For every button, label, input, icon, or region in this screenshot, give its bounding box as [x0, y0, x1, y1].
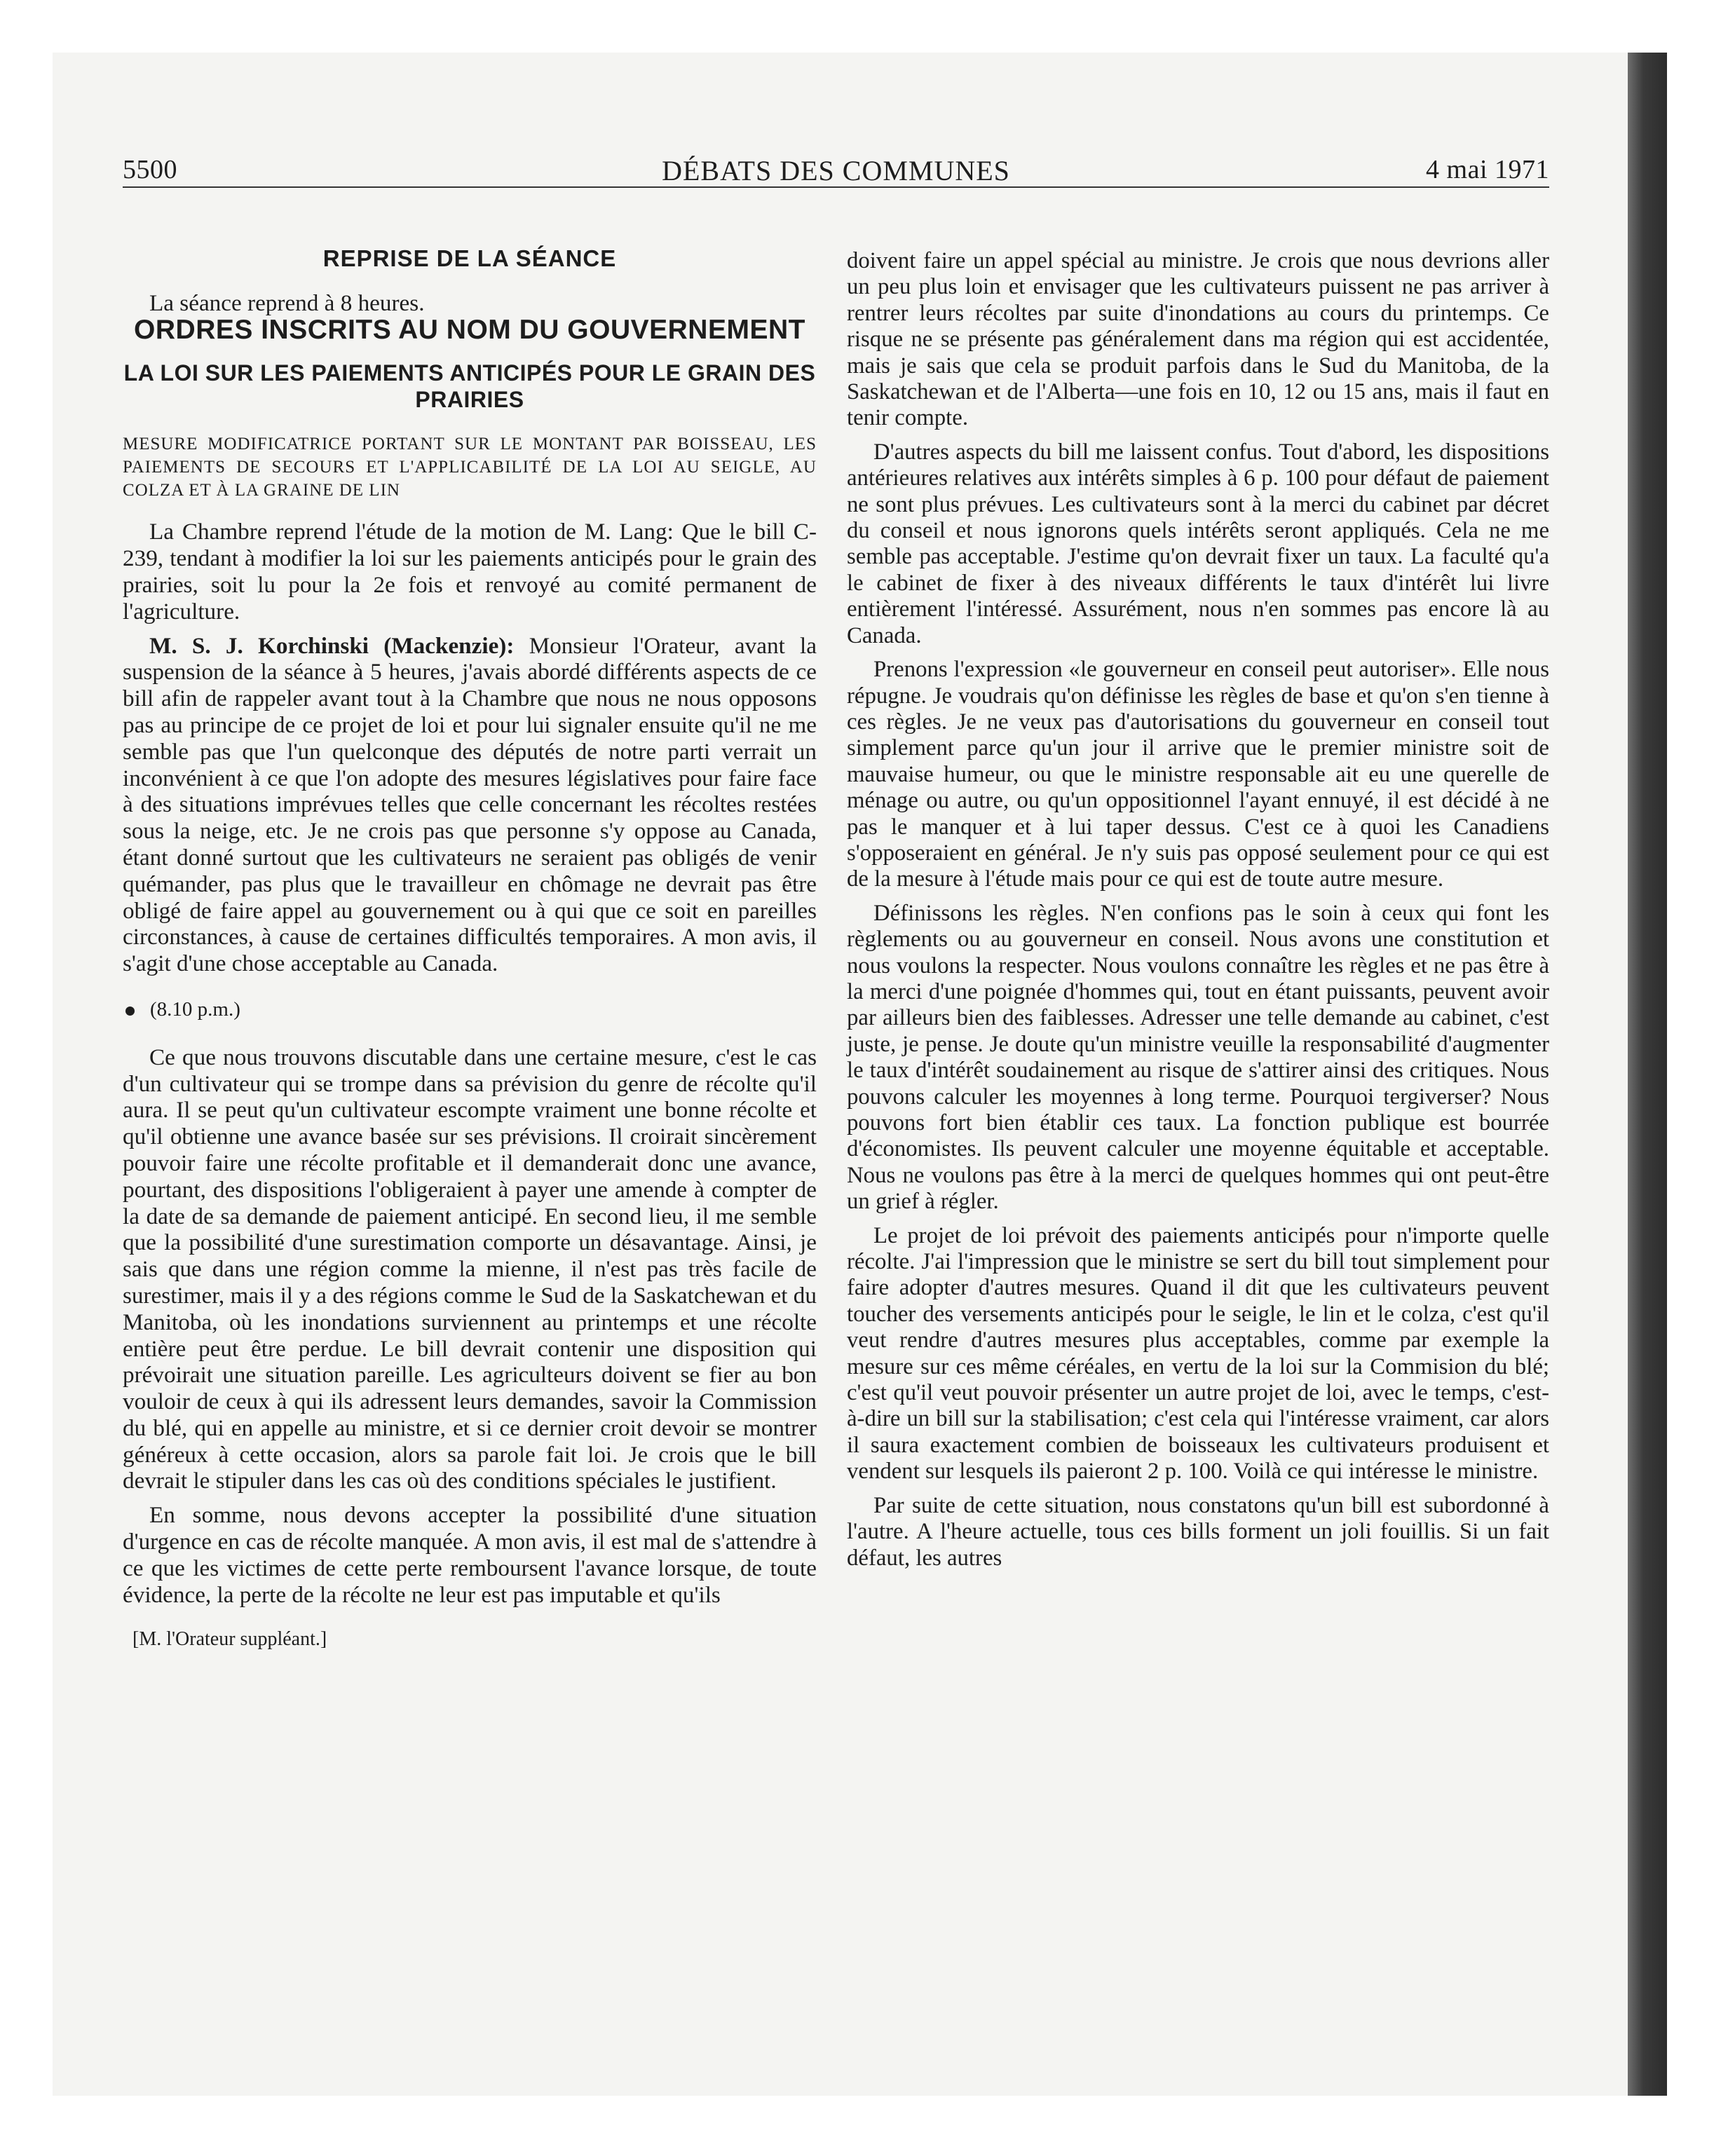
motion-paragraph: La Chambre reprend l'étude de la motion de M. Lang: Que le bill C-239, tendant à modifier la loi sur les paiements anticipés pour le grain des prairies, soit lu pour la 2e fois et renvoyé au comité permanent de l'agriculture.: [123, 519, 817, 625]
speech-paragraph: [123, 633, 817, 977]
header-rule: [123, 186, 1549, 188]
orders-heading: ORDRES INSCRITS AU NOM DU GOUVERNEMENT: [134, 314, 805, 345]
speech-paragraph: Prenons l'expression «le gouverneur en conseil peut autoriser». Elle nous répugne. Je voudrais qu'on définisse les règles de base et qu'on s'en tienne à ces règles. Je ne veux pas d'autorisations du gouverneur en conseil tout simplement parce qu'un jour il arrive que le premier ministre soit de mauvaise humeur, ou que le ministre responsable ait eu une querelle de ménage ou autre, ou qu'un oppositionnel l'ayant ennuyé, il est décidé à ne pas le manquer et à lui taper dessus. C'est ce à quoi les Canadiens s'opposeraient en général. Je n'y suis pas opposé seulement pour ce qui est de la mesure à l'étude mais pour ce qui est de toute autre mesure.: [847, 657, 1549, 892]
time-marker: [123, 997, 817, 1023]
speech-paragraph: Définissons les règles. N'en confions pas le soin à ceux qui font les règlements ou au gouverneur en conseil. Nous avons une constitution et nous voulons la respecter. Nous voulons connaître les règles et ne pas être à la merci d'une poignée d'hommes qui, tout en étant puissants, peuvent avoir par ailleurs bien des faiblesses. Adresser une telle demande au cabinet, c'est juste, je pense. Je doute qu'un ministre veuille la responsabilité d'augmenter le taux d'intérêt soudainement au risque de s'attirer ainsi des critiques. Nous pouvons calculer les moyennes à long terme. Pourquoi tergiverser? Nous pouvons fort bien établir ces taux. La fonction publique est bourrée d'économistes. Ils peuvent calculer une moyenne équitable et acceptable. Nous ne voulons pas être à la merci de quelques hommes qui ont peut-être un grief à régler.: [847, 900, 1549, 1215]
scan-edge-shadow: [1628, 53, 1667, 2096]
journal-title: DÉBATS DES COMMUNES: [662, 155, 1010, 186]
footnote: [M. l'Orateur suppléant.]: [132, 1628, 327, 1651]
speech-paragraph: Par suite de cette situation, nous constatons qu'un bill est subordonné à l'autre. A l'heure actuelle, tous ces bills forment un joli fouillis. Si un fait défaut, les autres: [847, 1492, 1549, 1571]
page-number: 5500: [123, 155, 177, 184]
bill-heading: LA LOI SUR LES PAIEMENTS ANTICIPÉS POUR LE GRAIN DES PRAIRIES: [123, 360, 816, 413]
resumption-line: La séance reprend à 8 heures.: [149, 289, 425, 316]
time-marker-text: (8.10 p.m.): [150, 997, 240, 1021]
page-date: 4 mai 1971: [1426, 155, 1549, 184]
right-column: [847, 248, 1549, 1571]
speech-paragraph: doivent faire un appel spécial au ministre. Je crois que nous devrions aller un peu plus loin et envisager que les cultivateurs puissent ne pas arriver à rentrer leurs récoltes par suite d'inondations au cours du printemps. Ce risque ne se présente pas généralement dans ma région qui est accidentée, mais je sais que cela se produit parfois dans le Sud du Manitoba, de la Saskatchewan et de l'Alberta—une fois en 10, 12 ou 15 ans, mais il faut en tenir compte.: [847, 248, 1549, 431]
speech-paragraph: D'autres aspects du bill me laissent confus. Tout d'abord, les dispositions antérieures relatives aux intérêts simples à 6 p. 100 pour défaut de paiement ne sont plus prévues. Les cultivateurs sont à la merci du cabinet par décret du conseil et nous ignorons quels intérêts seront appliqués. Cela ne me semble pas acceptable. J'estime qu'on devrait fixer un taux. La faculté qu'a le cabinet de fixer à des niveaux différents le taux d'intérêt lui livre entièrement l'intéressé. Assurément, nous n'en sommes pas encore là au Canada.: [847, 439, 1549, 648]
speech-paragraph: Le projet de loi prévoit des paiements anticipés pour n'importe quelle récolte. J'ai l'impression que le ministre se sert du bill tout simplement pour faire adopter d'autres mesures. Quand il dit que les cultivateurs peuvent toucher des versements anticipés pour le seigle, le lin et le colza, c'est qu'il veut rendre d'autres mesures plus acceptables, comme par exemple la mesure sur ces même céréales, en vertu de la loi sur la Commision du blé; c'est qu'il veut pouvoir présenter un autre projet de loi, avec le temps, c'est-à-dire un bill sur la stabilisation; c'est cela qui l'intéresse vraiment, car alors il saura exactement combien de boisseaux les cultivateurs produisent et vendent sur lesquels ils paieront 2 p. 100. Voilà ce qui intéresse le ministre.: [847, 1222, 1549, 1485]
running-header: [123, 154, 1549, 189]
bill-subheading: MESURE MODIFICATRICE PORTANT SUR LE MONTANT PAR BOISSEAU, LES PAIEMENTS DE SECOURS ET L'APPLICABILITÉ DE LA LOI AU SEIGLE, AU COLZA ET À LA GRAINE DE LIN: [123, 435, 817, 500]
bullet-icon: [125, 1007, 135, 1016]
speaker-name: M. S. J. Korchinski (Mackenzie):: [149, 632, 515, 659]
speech-paragraph: Ce que nous trouvons discutable dans une certaine mesure, c'est le cas d'un cultivateur qui se trompe dans sa prévision du genre de récolte qu'il aura. Il se peut qu'un cultivateur escompte vraiment une bonne récolte et qu'il obtienne une avance basée sur ses prévisions. Il croirait sincèrement pouvoir faire une récolte profitable et il demanderait donc une avance, pourtant, des dispositions l'obligeraient à payer une amende à compter de la date de sa demande de paiement anticipé. En second lieu, il me semble que la possibilité d'une surestimation comporte un désavantage. Ainsi, je sais que dans une région comme la mienne, il n'est pas très facile de surestimer, mais il y a des régions comme le Sud de la Saskatchewan et du Manitoba, où les inondations surviennent au printemps et une récolte entière peut être perdue. Le bill devrait contenir une disposition qui prévoirait une situation pareille. Les agriculteurs doivent se fier au bon vouloir de ceux à qui ils adressent leurs demandes, savoir la Commission du blé, qui en appelle au ministre, et si ce dernier croit devoir se montrer généreux à cette occasion, alors sa parole fait loi. Je crois que le bill devrait le stipuler dans les cas où des conditions spéciales le justifient.: [123, 1044, 817, 1494]
left-column: [123, 245, 817, 1653]
speech-text: Monsieur l'Orateur, avant la suspension de la séance à 5 heures, j'avais abordé différents aspects de ce bill afin de rappeler avant tout à la Chambre que nous ne nous opposons pas au principe de ce projet de loi et pour lui signaler ensuite qu'il ne me semble pas que l'un quelconque des députés de notre parti verrait un inconvénient à ce que l'on adopte des mesures législatives pour faire face à des situations imprévues telles que celle concernant les récoltes restées sous la neige, etc. Je ne crois pas que personne s'y oppose au Canada, étant donné surtout que les cultivateurs ne seraient pas obligés de venir quémander, pas plus que le travailleur en chômage ne devrait pas être obligé de faire appel au gouvernement ou à qui que ce soit en pareilles circonstances, à cause de certaines difficultés temporaires. A mon avis, il s'agit d'une chose acceptable au Canada.: [123, 632, 817, 977]
speech-paragraph: En somme, nous devons accepter la possibilité d'une situation d'urgence en cas de récolte manquée. A mon avis, il est mal de s'attendre à ce que les victimes de cette perte remboursent l'avance lorsque, de toute évidence, la perte de la récolte ne leur est pas imputable et qu'ils: [123, 1502, 817, 1608]
resumption-heading: REPRISE DE LA SÉANCE: [322, 245, 617, 271]
